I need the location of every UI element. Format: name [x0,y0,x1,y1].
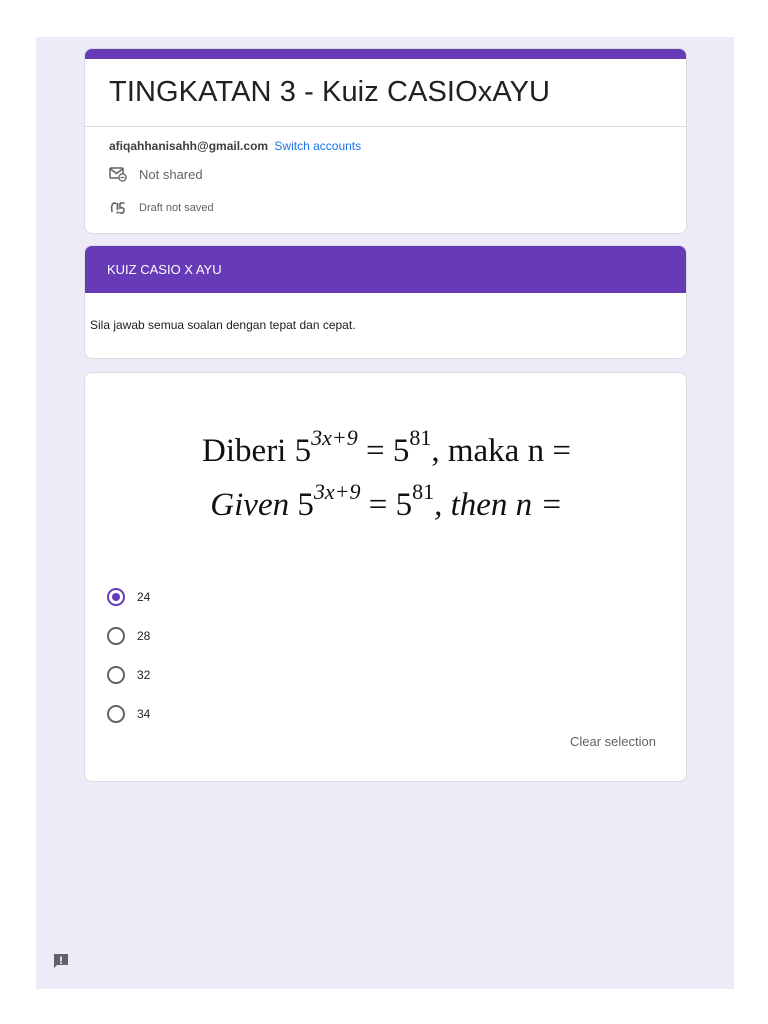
q2-prefix: Given [210,487,290,523]
report-problem-icon[interactable] [52,953,70,969]
option-28[interactable] [107,616,150,655]
radio-button[interactable] [107,627,125,645]
answer-options [107,577,150,733]
form-title: TINGKATAN 3 - Kuiz CASIOxAYU [109,76,551,108]
q2-base: 5 [289,487,314,523]
radio-dot [112,593,120,601]
shared-status-line [109,165,203,183]
q2-suffix: , then n = [434,487,563,523]
q2-exponent-1: 3x+9 [313,479,361,504]
question-card [84,372,687,782]
option-24[interactable] [107,577,150,616]
question-line-english [105,479,668,524]
clear-selection-button[interactable]: Clear selection [570,734,656,749]
account-email: afiqahhanisahh@gmail.com [109,139,269,153]
switch-accounts-link[interactable]: Switch accounts [274,139,362,153]
option-label: 28 [137,628,151,643]
q1-exponent-1: 3x+9 [311,425,358,450]
option-34[interactable] [107,694,150,733]
section-header: KUIZ CASIO X AYU [85,246,686,293]
form-title-card [84,48,687,234]
radio-button-checked[interactable] [107,588,125,606]
account-line [109,139,361,153]
q1-mid: = 5 [357,433,410,469]
option-label: 24 [137,589,151,604]
q2-exponent-2: 81 [412,479,435,504]
shared-status-text: Not shared [139,166,203,182]
draft-status-line [109,199,214,217]
q2-mid: = 5 [360,487,413,523]
section-description: Sila jawab semua soalan dengan tepat dan cepat. [90,318,356,332]
q1-suffix: , maka n = [431,433,571,469]
option-label: 32 [137,667,151,682]
cloud-offline-icon [109,199,127,217]
q1-exponent-2: 81 [409,425,432,450]
title-accent-bar [85,49,686,59]
radio-button[interactable] [107,666,125,684]
radio-button[interactable] [107,705,125,723]
option-32[interactable] [107,655,150,694]
option-label: 34 [137,706,151,721]
question-image [105,425,668,535]
draft-status-text: Draft not saved [139,202,214,214]
q1-prefix: Diberi 5 [202,433,312,469]
question-line-malay [105,425,668,470]
form-viewport [36,37,734,989]
mail-shared-icon [109,165,127,183]
title-divider [85,126,686,127]
section-card [84,245,687,359]
